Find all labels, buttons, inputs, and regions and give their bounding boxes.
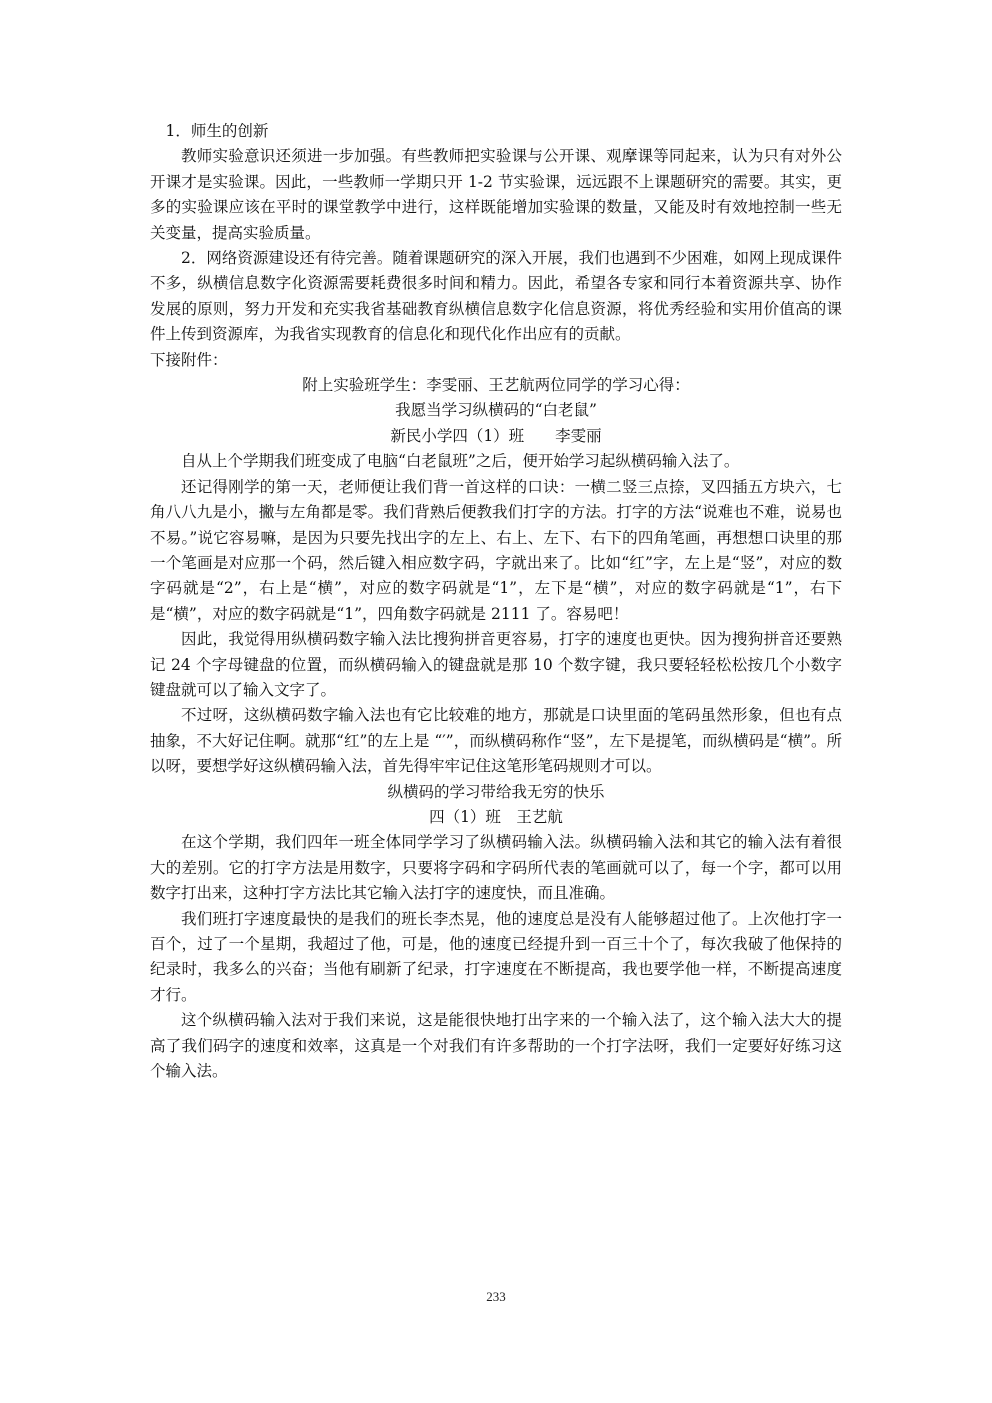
essay1-paragraph: 自从上个学期我们班变成了电脑“白老鼠班”之后，便开始学习起纵横码输入法了。 (181, 452, 740, 471)
appendix-label: 下接附件： (150, 350, 228, 369)
page-number: 233 (486, 1289, 506, 1304)
essay1-paragraph: 因此，我觉得用纵横码数字输入法比搜狗拼音更容易，打字的速度也更快。因为搜狗拼音还要熟记 24 个字母键盘的位置，而纵横码输入的键盘就是那 10 个数字键，我只要轻轻松松按几个小数字键盘就可以了输入文字了。 (150, 630, 842, 699)
essay1-paragraph: 不过呀，这纵横码数字输入法也有它比较难的地方，那就是口诀里面的笔码虽然形象，但也有点抽象，不大好记住啊。就那“红”的左上是 “′”，而纵横码称作“竖”，左下是提笔，而纵横码是“横”。所以呀，要想学好这纵横码输入法，首先得牢牢记住这笔形笔码规则才可以。 (150, 706, 842, 776)
essay1-byline: 新民小学四（1）班 李雯丽 (390, 426, 602, 445)
essay2-paragraph: 这个纵横码输入法对于我们来说，这是能很快地打出字来的一个输入法了，这个输入法大大的提高了我们码字的速度和效率，这真是一个对我们有许多帮助的一个打字法呀，我们一定要好好练习这个输入法。 (150, 1011, 842, 1081)
essay2-paragraph: 我们班打字速度最快的是我们的班长李杰晃，他的速度总是没有人能够超过他了。上次他打字一百个，过了一个星期，我超过了他，可是，他的速度已经提升到一百三十个了，每次我破了他保持的纪录时，我多么的兴奋；当他有刷新了纪录，打字速度在不断提高，我也要学他一样，不断提高速度才行。 (150, 909, 842, 1004)
essay1-title: 我愿当学习纵横码的“白老鼠” (395, 401, 597, 420)
essay2-paragraph: 在这个学期，我们四年一班全体同学学习了纵横码输入法。纵横码输入法和其它的输入法有着很大的差别。它的打字方法是用数字，只要将字码和字码所代表的笔画就可以了，每一个字，都可以用数字打出来，这种打字方法比其它输入法打字的速度快，而且准确。 (150, 833, 842, 903)
essay1-paragraph: 还记得刚学的第一天，老师便让我们背一首这样的口诀：一横二竖三点捺，叉四插五方块六，七角八八九是小，撇与左角都是零。我们背熟后便教我们打字的方法。打字的方法“说难也不难，说易也不易。”说它容易嘛，是因为只要先找出字的左上、右上、左下、右下的四角笔画，再想想口诀里的那一个笔画是对应那一个码，然后键入相应数字码，字就出来了。比如“红”字，左上是“竖”，对应的数字码就是“2”，右上是“横”，对应的数字码就是“1”，左下是“横”，对应的数字码就是“1”，右下是“横”，对应的数字码就是“1”，四角数字码就是 2111 了。容易吧！ (150, 477, 842, 623)
section-heading: 1．师生的创新 (165, 122, 269, 140)
essay2-title: 纵横码的学习带给我无穷的快乐 (387, 782, 605, 801)
essay2-byline: 四（1）班 王艺航 (429, 807, 563, 826)
paragraph-teacher-awareness: 教师实验意识还须进一步加强。有些教师把实验课与公开课、观摩课等同起来，认为只有对外公开课才是实验课。因此，一些教师一学期只开 1-2 节实验课，远远跟不上课题研究的需要。其实，更多的实验课应该在平时的课堂教学中进行，这样既能增加实验课的数量，又能及时有效地控制一些无关变量，提高实验质量。 (150, 147, 842, 242)
document-body (150, 119, 842, 1084)
paragraph-network-resources: 2．网络资源建设还有待完善。随着课题研究的深入开展，我们也遇到不少困难，如网上现成课件不多，纵横信息数字化资源需要耗费很多时间和精力。因此，希望各专家和同行本着资源共享、协作发展的原则，努力开发和充实我省基础教育纵横信息数字化信息资源，将优秀经验和实用价值高的课件上传到资源库，为我省实现教育的信息化和现代化作出应有的贡献。 (150, 249, 842, 344)
appendix-title: 附上实验班学生：李雯丽、王艺航两位同学的学习心得： (302, 376, 690, 395)
